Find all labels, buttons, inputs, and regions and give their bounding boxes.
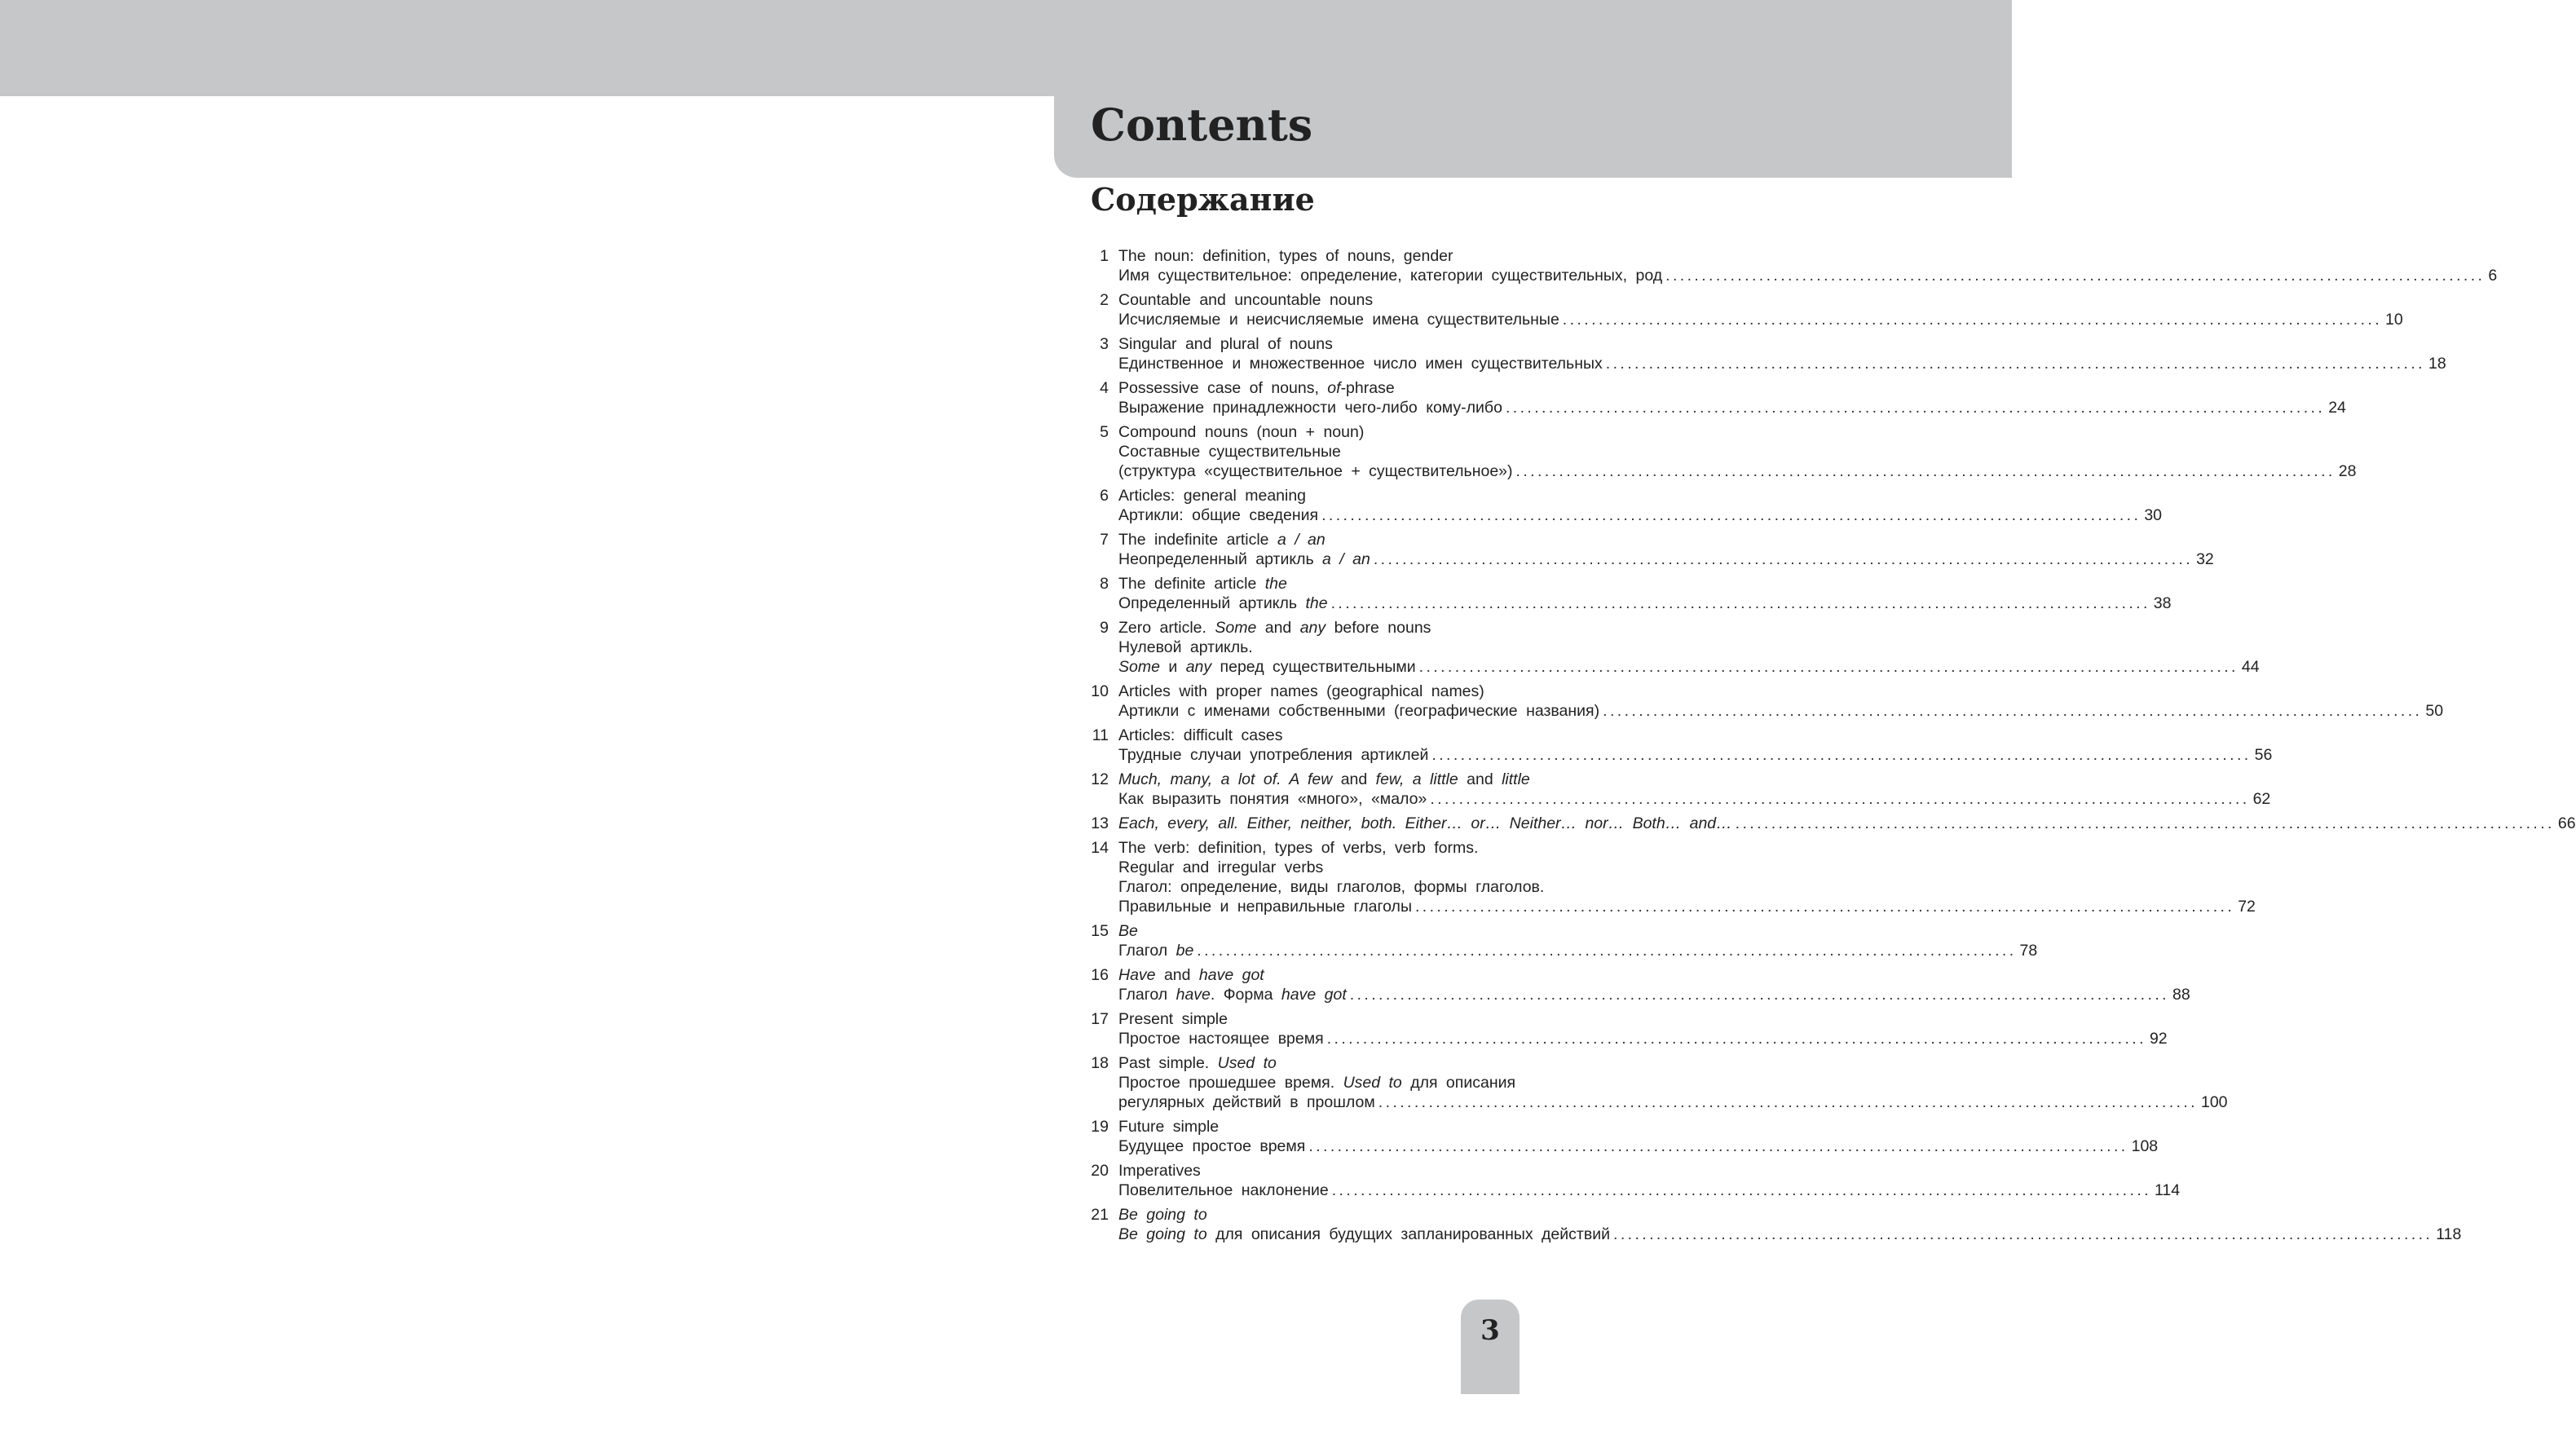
toc-entry-text: Глагол: определение, виды глаголов, формы глаголов.	[1118, 878, 1545, 896]
toc-entry-line	[1118, 814, 2576, 833]
dot-leader: ..................................................................................................................	[1197, 942, 2017, 960]
toc-entry[interactable]	[1086, 682, 2444, 721]
toc-entry[interactable]	[1086, 334, 2446, 373]
toc-entry-line	[1118, 1009, 1888, 1029]
toc-entry-text: Составные существительные	[1118, 443, 1341, 461]
toc-entry-line	[1118, 618, 1888, 638]
toc-entry-line	[1118, 745, 2273, 765]
toc-entry-text: Будущее простое время	[1118, 1137, 1306, 1155]
dot-leader: ..................................................................................................................	[1431, 746, 2252, 764]
toc-entry[interactable]	[1086, 726, 2273, 765]
toc-entry-text: Past simple. Used to	[1118, 1054, 1277, 1072]
toc-entry-text: Singular and plural of nouns	[1118, 335, 1333, 353]
toc-page-number: 118	[2436, 1225, 2462, 1243]
toc-page-number: 38	[2153, 594, 2172, 612]
toc-entry-line	[1118, 789, 2271, 809]
toc-page-number: 108	[2131, 1137, 2159, 1155]
toc-entry-line	[1118, 1092, 2228, 1112]
toc-page-number: 10	[2385, 311, 2403, 329]
toc-entry[interactable]	[1086, 378, 2346, 417]
toc-entry-text: Present simple	[1118, 1010, 1228, 1028]
toc-entry-line	[1118, 378, 1888, 398]
toc-entry[interactable]	[1086, 290, 2403, 329]
toc-entry-text: Глагол have. Форма have got	[1118, 986, 1347, 1004]
toc-entry-text: Be going to	[1118, 1206, 1207, 1224]
dot-leader: ..................................................................................................................	[1414, 898, 2235, 916]
toc-entry-number: 6	[1100, 487, 1109, 505]
toc-entry-line	[1118, 965, 1888, 985]
toc-entry-text: Be	[1118, 922, 1138, 940]
toc-entry-number: 11	[1092, 726, 1109, 744]
toc-entry-number: 15	[1091, 922, 1109, 940]
dot-leader: ..................................................................................................................	[1735, 814, 2555, 832]
toc-entry-text: Some и any перед существительными	[1118, 658, 1416, 676]
toc-entry-line	[1118, 1181, 2181, 1200]
dot-leader: ..................................................................................................................	[1603, 702, 2423, 720]
toc-entry-line	[1118, 530, 1888, 549]
toc-entry-line	[1118, 682, 1888, 701]
toc-page-number: 62	[2252, 790, 2271, 808]
top-header-band	[0, 0, 2012, 96]
toc-page-number: 28	[2338, 462, 2357, 480]
dot-leader: ..................................................................................................................	[1330, 594, 2150, 612]
dot-leader: ..................................................................................................................	[1349, 986, 2169, 1004]
toc-page-number: 50	[2425, 702, 2444, 720]
toc-entry-line	[1118, 1161, 1888, 1181]
toc-page-number: 88	[2172, 986, 2190, 1004]
toc-entry-text: Нулевой артикль.	[1118, 638, 1253, 656]
toc-entry-line	[1118, 726, 1888, 745]
dot-leader: ..................................................................................................................	[1326, 1030, 2146, 1048]
dot-leader: ..................................................................................................................	[1562, 311, 2383, 329]
toc-entry-number: 13	[1091, 814, 1109, 832]
toc-entry-text: Articles: general meaning	[1118, 487, 1307, 505]
toc-entry-number: 1	[1100, 247, 1109, 265]
toc-entry[interactable]	[1086, 246, 2498, 285]
toc-entry-line	[1118, 1053, 1888, 1073]
toc-page-number: 6	[2488, 267, 2498, 285]
toc-entry-number: 4	[1100, 379, 1109, 397]
toc-entry-text: Повелительное наклонение	[1118, 1181, 1329, 1199]
toc-entry-text: Глагол be	[1118, 942, 1194, 960]
toc-entry[interactable]	[1086, 770, 2271, 809]
toc-entry-line	[1118, 266, 2498, 285]
toc-entry-line	[1118, 549, 2214, 569]
toc-entry-text: Артикли с именами собственными (географические названия)	[1118, 702, 1600, 720]
toc-entry-text: The verb: definition, types of verbs, verb forms.	[1118, 839, 1479, 857]
page-subtitle: Содержание	[1091, 181, 1315, 218]
page-title: Contents	[1091, 99, 1313, 151]
toc-page-number: 114	[2154, 1181, 2181, 1199]
toc-entry-line	[1118, 638, 1888, 657]
toc-page-number: 72	[2238, 898, 2256, 916]
toc-entry-text: Future simple	[1118, 1118, 1220, 1136]
toc-entry-line	[1118, 1225, 2462, 1244]
toc-entry-line	[1118, 398, 2346, 417]
toc-entry-number: 19	[1091, 1118, 1109, 1136]
dot-leader: ..................................................................................................................	[1505, 399, 2326, 417]
toc-entry[interactable]	[1086, 1161, 2181, 1200]
toc-entry-line	[1118, 354, 2446, 373]
dot-leader: ..................................................................................................................	[1373, 550, 2194, 568]
toc-entry-line	[1118, 310, 2403, 329]
toc-entry-line	[1118, 838, 1888, 858]
toc-page-number: 24	[2328, 399, 2346, 417]
toc-entry-text: (структура «существительное + существительное»)	[1118, 462, 1513, 480]
toc-entry[interactable]	[1086, 1053, 2228, 1112]
toc-entry[interactable]	[1086, 1205, 2462, 1244]
toc-entry[interactable]	[1086, 618, 2260, 677]
toc-entry-text: Articles: difficult cases	[1118, 726, 1283, 744]
toc-entry-number: 2	[1100, 291, 1109, 309]
toc-entry-number: 18	[1091, 1054, 1109, 1072]
toc-entry-text: The indefinite article a / an	[1118, 531, 1325, 549]
toc-entry-text: Countable and uncountable nouns	[1118, 291, 1374, 309]
toc-entry[interactable]	[1086, 530, 2214, 569]
toc-entry-number: 21	[1091, 1206, 1109, 1224]
toc-entry[interactable]	[1086, 422, 2357, 481]
toc-entry-line	[1118, 505, 2163, 525]
dot-leader: ..................................................................................................................	[1418, 658, 2239, 676]
toc-entry-number: 10	[1091, 682, 1109, 700]
toc-entry-number: 12	[1091, 770, 1109, 788]
toc-entry-line	[1118, 921, 1888, 941]
toc-entry-number: 5	[1100, 423, 1109, 441]
toc-entry-line	[1118, 574, 1888, 594]
toc-entry-text: Be going to для описания будущих запланированных действий	[1118, 1225, 1610, 1243]
toc-entry-text: Possessive case of nouns, of-phrase	[1118, 379, 1395, 397]
toc-entry-text: Выражение принадлежности чего-либо кому-либо	[1118, 399, 1502, 417]
toc-entry-number: 20	[1091, 1162, 1109, 1180]
toc-page-number: 92	[2149, 1030, 2168, 1048]
toc-entry-text: Определенный артикль the	[1118, 594, 1328, 612]
toc-page-number: 56	[2254, 746, 2273, 764]
toc-entry-line	[1118, 1073, 1888, 1092]
toc-page-number: 18	[2428, 355, 2446, 373]
toc-entry-line	[1118, 486, 1888, 505]
toc-entry-text: Простое прошедшее время. Used to для описания	[1118, 1074, 1516, 1092]
toc-page-number: 100	[2200, 1093, 2228, 1111]
toc-entry-text: Regular and irregular verbs	[1118, 858, 1324, 876]
toc-page-number: 78	[2019, 942, 2038, 960]
toc-entry-line	[1118, 897, 2256, 916]
toc-entry-line	[1118, 985, 2190, 1004]
toc-entry-line	[1118, 594, 2172, 613]
toc-entry-number: 3	[1100, 335, 1109, 353]
toc-page-number: 30	[2144, 506, 2163, 524]
dot-leader: ..................................................................................................................	[1378, 1093, 2198, 1111]
toc-entry-number: 16	[1091, 966, 1109, 984]
toc-page-number: 44	[2241, 658, 2260, 676]
toc-entry-line	[1118, 334, 1888, 354]
toc-entry-text: Исчисляемые и неисчисляемые имена существительные	[1118, 311, 1559, 329]
dot-leader: ..................................................................................................................	[1430, 790, 2250, 808]
toc-entry[interactable]	[1086, 486, 2163, 525]
toc-entry-text: регулярных действий в прошлом	[1118, 1093, 1375, 1111]
toc-entry-line	[1118, 877, 1888, 897]
toc-entry-number: 7	[1100, 531, 1109, 549]
toc-page-number: 66	[2557, 814, 2576, 832]
toc-entry-text: Each, every, all. Either, neither, both. Either… or… Neither… nor… Both… and…	[1118, 814, 1732, 832]
toc-entry-number: 9	[1100, 619, 1109, 637]
toc-entry[interactable]	[1086, 965, 2190, 1004]
toc-entry-line	[1118, 422, 1888, 442]
toc-entry-text: Единственное и множественное число имен существительных	[1118, 355, 1603, 373]
toc-entry-text: Compound nouns (noun + noun)	[1118, 423, 1365, 441]
toc-entry-text: Articles with proper names (geographical names)	[1118, 682, 1484, 700]
dot-leader: ..................................................................................................................	[1515, 462, 2336, 480]
dot-leader: ..................................................................................................................	[1613, 1225, 2433, 1243]
left-blank-page	[0, 96, 1053, 1430]
toc-entry-text: Правильные и неправильные глаголы	[1118, 898, 1412, 916]
toc-page-number: 32	[2196, 550, 2214, 568]
toc-entry-text: Much, many, a lot of. A few and few, a little and little	[1118, 770, 1530, 788]
toc-entry-number: 17	[1091, 1010, 1109, 1028]
toc-entry-text: The definite article the	[1118, 575, 1287, 593]
toc-entry-text: Imperatives	[1118, 1162, 1201, 1180]
toc-entry-text: Как выразить понятия «много», «мало»	[1118, 790, 1427, 808]
table-of-contents	[1086, 246, 2576, 1249]
toc-entry-line	[1118, 1205, 1888, 1225]
dot-leader: ..................................................................................................................	[1331, 1181, 2151, 1199]
toc-entry-text: Имя существительное: определение, категории существительных, род	[1118, 267, 1663, 285]
toc-entry-text: Трудные случаи употребления артиклей	[1118, 746, 1429, 764]
dot-leader: ..................................................................................................................	[1605, 355, 2425, 373]
page-number: 3	[1480, 1314, 1500, 1347]
toc-entry-text: Zero article. Some and any before nouns	[1118, 619, 1431, 637]
toc-entry-line	[1118, 657, 2260, 677]
toc-entry-line	[1118, 442, 1888, 461]
toc-entry-line	[1118, 290, 1888, 310]
dot-leader: ..................................................................................................................	[1665, 267, 2486, 285]
dot-leader: ..................................................................................................................	[1321, 506, 2142, 524]
toc-entry-line	[1118, 461, 2357, 481]
toc-entry[interactable]	[1086, 1009, 2168, 1048]
toc-entry[interactable]	[1086, 1117, 2159, 1156]
toc-entry-text: Артикли: общие сведения	[1118, 506, 1319, 524]
toc-entry-line	[1118, 770, 1888, 789]
toc-entry-line	[1118, 246, 1888, 266]
toc-entry[interactable]	[1086, 814, 2576, 833]
toc-entry-line	[1118, 1117, 1888, 1136]
toc-entry-line	[1118, 701, 2444, 721]
toc-entry-line	[1118, 1029, 2168, 1048]
toc-entry[interactable]	[1086, 574, 2172, 613]
toc-entry-text: Have and have got	[1118, 966, 1264, 984]
toc-entry-line	[1118, 941, 2038, 960]
toc-entry[interactable]	[1086, 838, 2256, 916]
toc-entry-text: Простое настоящее время	[1118, 1030, 1324, 1048]
toc-entry-line	[1118, 858, 1888, 877]
toc-entry-line	[1118, 1136, 2159, 1156]
toc-entry[interactable]	[1086, 921, 2038, 960]
toc-entry-number: 14	[1091, 839, 1109, 857]
dot-leader: ..................................................................................................................	[1308, 1137, 2128, 1155]
toc-entry-text: Неопределенный артикль a / an	[1118, 550, 1370, 568]
toc-entry-text: The noun: definition, types of nouns, gender	[1118, 247, 1453, 265]
toc-entry-number: 8	[1100, 575, 1109, 593]
